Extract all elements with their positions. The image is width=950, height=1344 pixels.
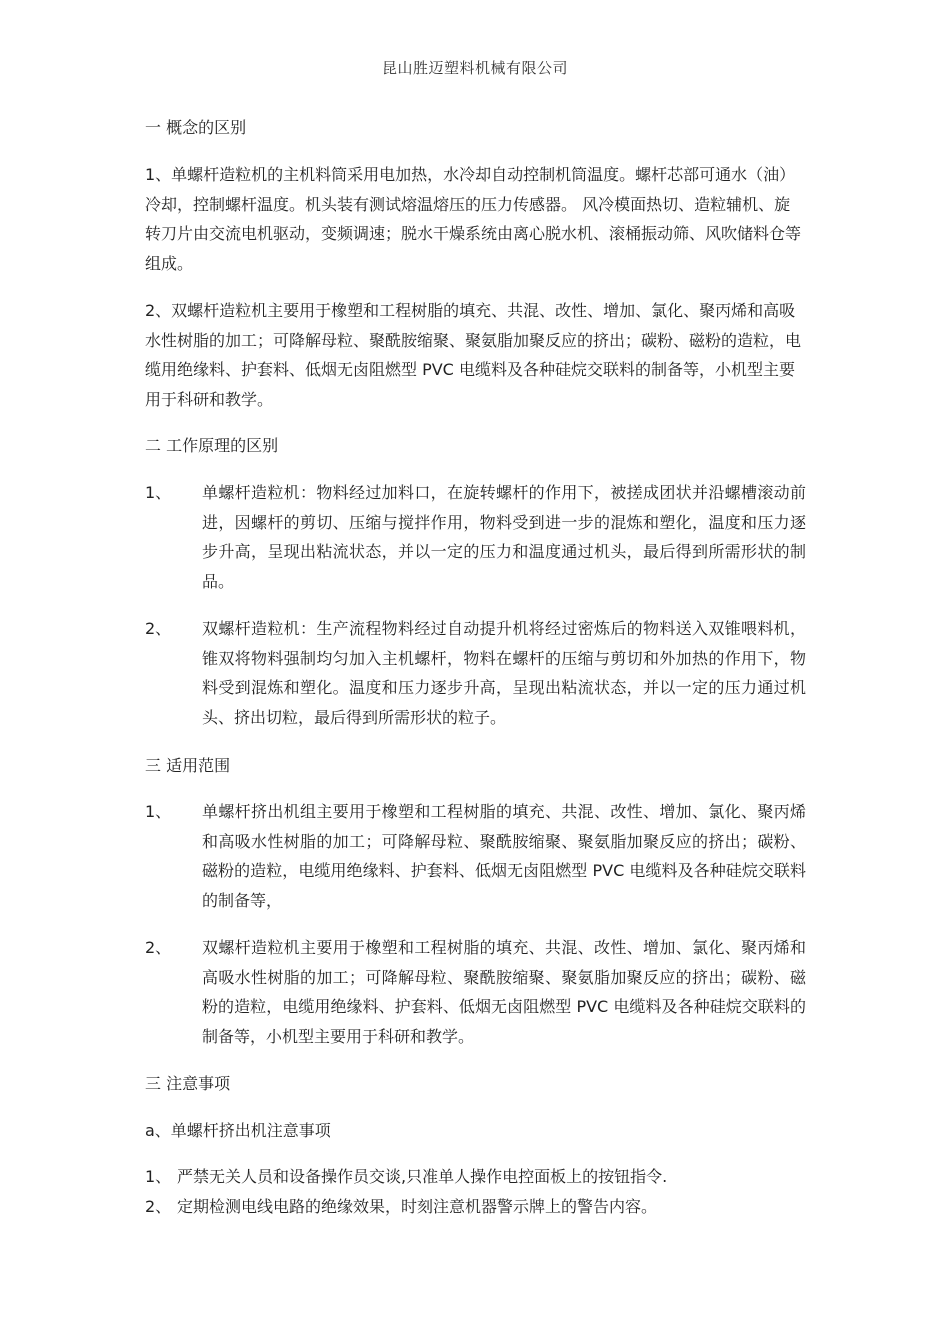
section-heading-concept: 一 概念的区别 (145, 118, 247, 137)
paragraph-twin-screw-concept: 2、双螺杆造粒机主要用于橡塑和工程树脂的填充、共混、改性、增加、氯化、聚丙烯和高吸水性树脂的加工；可降解母粒、聚酰胺缩聚、聚氨脂加聚反应的挤出；碳粉、磁粉的造粒，电缆用绝缘料、护套料、低烟无卤阻燃型 PVC 电缆料及各种硅烷交联料的制备等，小机型主要用于科研和教学。 (145, 301, 802, 409)
list-text: 定期检测电线电路的绝缘效果，时刻注意机器警示牌上的警告内容。 (177, 1197, 658, 1216)
list-number: 2、 (145, 619, 172, 638)
list-text: 严禁无关人员和设备操作员交谈,只准单人操作电控面板上的按钮指令. (177, 1167, 668, 1186)
list-text: 单螺杆造粒机：物料经过加料口，在旋转螺杆的作用下，被搓成团状并沿螺槽滚动前进，因螺杆的剪切、压缩与搅拌作用，物料受到进一步的混炼和塑化，温度和压力逐步升高，呈现出粘流状态，并以一定的压力和温度通过机头，最后得到所需形状的制品。 (202, 483, 806, 591)
section-heading-principle: 二 工作原理的区别 (145, 436, 279, 455)
list-text: 双螺杆造粒机：生产流程物料经过自动提升机将经过密炼后的物料送入双锥喂料机，锥双将物料强制均匀加入主机螺杆，物料在螺杆的压缩与剪切和外加热的作用下，物料受到混炼和塑化。温度和压力逐步升高，呈现出粘流状态，并以一定的压力通过机头、挤出切粒，最后得到所需形状的粒子。 (202, 619, 806, 727)
list-text: 双螺杆造粒机主要用于橡塑和工程树脂的填充、共混、改性、增加、氯化、聚丙烯和高吸水性树脂的加工；可降解母粒、聚酰胺缩聚、聚氨脂加聚反应的挤出；碳粉、磁粉的造粒，电缆用绝缘料、护套料、低烟无卤阻燃型 PVC 电缆料及各种硅烷交联料的制备等，小机型主要用于科研和教学。 (202, 938, 806, 1046)
list-number: 1、 (145, 802, 172, 821)
section-heading-scope: 三 适用范围 (145, 756, 231, 775)
list-number: 2、 (145, 938, 172, 957)
company-header: 昆山胜迈塑料机械有限公司 (381, 59, 568, 77)
list-number: 2、 (145, 1197, 172, 1216)
subsection-heading-single-screw-notes: a、单螺杆挤出机注意事项 (145, 1121, 331, 1140)
list-number: 1、 (145, 1167, 172, 1186)
paragraph-single-screw-concept: 1、单螺杆造粒机的主机料筒采用电加热，水冷却自动控制机筒温度。螺杆芯部可通水（油）冷却，控制螺杆温度。机头装有测试熔温熔压的压力传感器。 风冷模面热切、造粒辅机、旋转刀片由交流电机驱动，变频调速；脱水干燥系统由离心脱水机、滚桶振动筛、风吹储料仓等组成。 (145, 165, 802, 273)
section-heading-notes: 三 注意事项 (145, 1074, 231, 1093)
list-number: 1、 (145, 483, 172, 502)
list-text: 单螺杆挤出机组主要用于橡塑和工程树脂的填充、共混、改性、增加、氯化、聚丙烯和高吸水性树脂的加工；可降解母粒、聚酰胺缩聚、聚氨脂加聚反应的挤出；碳粉、磁粉的造粒，电缆用绝缘料、护套料、低烟无卤阻燃型 PVC 电缆料及各种硅烷交联料的制备等， (202, 802, 806, 910)
